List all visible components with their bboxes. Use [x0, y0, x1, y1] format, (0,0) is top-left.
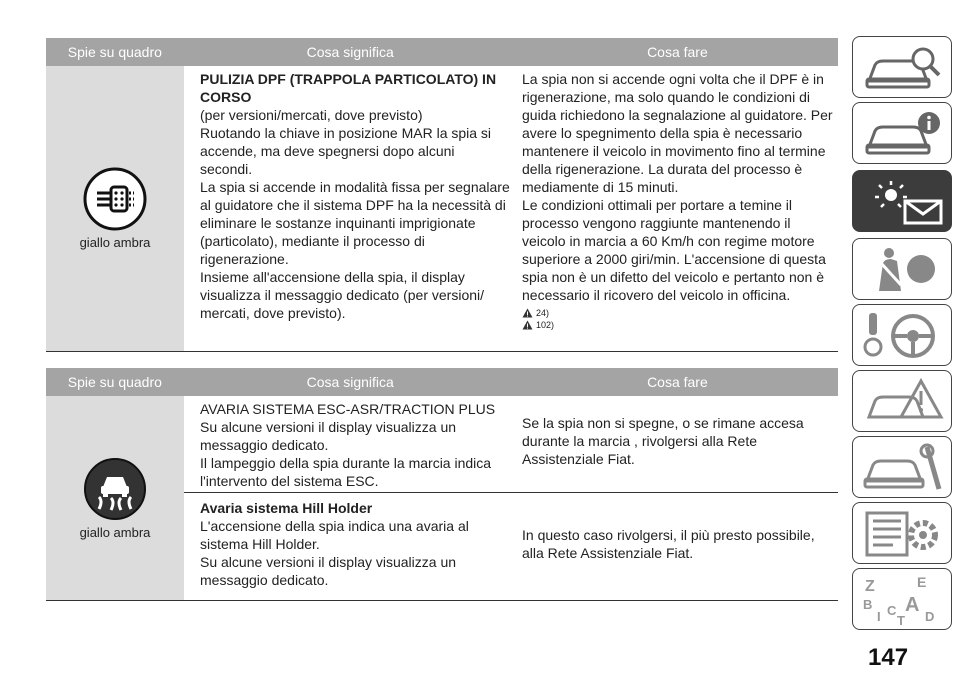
header-meaning: Cosa significa	[306, 44, 394, 60]
row-cells	[184, 66, 838, 351]
lamp-color-label: giallo ambra	[79, 235, 151, 250]
esc-skid-icon	[83, 457, 147, 521]
meaning-line: Ruotando la chiave in posizione MAR la spia si accende, ma deve spegnersi dopo alcuni secondi.	[200, 125, 492, 177]
emergency-road-icon[interactable]	[852, 370, 952, 432]
meaning-title: Avaria sistema Hill Holder	[200, 500, 373, 516]
car-info-icon[interactable]	[852, 102, 952, 164]
meaning-line: L'accensione della spia indica una avaria al sistema Hill Holder.	[200, 518, 469, 552]
table-header	[46, 38, 838, 66]
meaning-cell	[184, 66, 510, 351]
meaning-cell	[184, 493, 510, 600]
action-line: Se la spia non si spegne, o se rimane accesa durante la marcia , rivolgersi alla Rete Assistenziale Fiat.	[522, 415, 804, 467]
alphabet-index-icon[interactable]	[852, 568, 952, 630]
index-letter: E	[917, 575, 927, 590]
reference-item[interactable]	[522, 307, 836, 319]
meaning-line: (per versioni/mercati, dove previsto)	[200, 107, 423, 123]
row-cells	[184, 396, 838, 600]
warning-triangle-icon	[522, 308, 533, 318]
car-search-icon[interactable]	[852, 36, 952, 98]
index-letter: C	[887, 603, 897, 618]
meaning-title: AVARIA SISTEMA ESC-ASR/TRACTION PLUS	[200, 401, 496, 417]
index-letter: Z	[865, 578, 875, 595]
table-header	[46, 368, 838, 396]
references	[522, 307, 836, 331]
action-cell	[510, 493, 836, 600]
seatbelt-airbag-icon[interactable]	[852, 238, 952, 300]
index-letter: T	[897, 613, 905, 625]
header-action: Cosa fare	[647, 44, 708, 60]
action-cell	[510, 66, 836, 351]
reference-label: 24)	[536, 308, 550, 318]
meaning-cell	[184, 396, 510, 492]
meaning-line: Su alcune versioni il display visualizza un messaggio dedicato.	[200, 419, 457, 453]
index-letter: B	[863, 597, 873, 612]
lamp-cell	[46, 396, 184, 600]
header-action: Cosa fare	[647, 374, 708, 390]
action-cell	[510, 396, 836, 492]
header-lamps: Spie su quadro	[67, 44, 162, 60]
warning-triangle-icon	[522, 320, 533, 330]
sub-row	[184, 396, 838, 492]
header-meaning: Cosa significa	[306, 374, 394, 390]
index-letter: I	[877, 609, 881, 624]
warning-light-message-icon[interactable]	[852, 170, 952, 232]
meaning-title: PULIZIA DPF (TRAPPOLA PARTICOLATO) IN CORSO	[200, 71, 497, 105]
reference-item[interactable]	[522, 319, 836, 331]
reference-label: 102)	[536, 320, 555, 330]
action-line: La spia non si accende ogni volta che il DPF è in rigenerazione, ma solo quando le condizioni di guida richiedono la segnalazione al guidatore. Per avere lo spegnimento della spia è necessario mantenere il veicolo in movimento fino al termine della rigenerazione. La durata del processo è mediamente di 15 minuti.	[522, 71, 833, 195]
key-steering-wheel-icon[interactable]	[852, 304, 952, 366]
index-letter: D	[925, 609, 935, 624]
table-row	[46, 396, 838, 601]
meaning-line: Su alcune versioni il display visualizza un messaggio dedicato.	[200, 554, 457, 588]
lamp-cell	[46, 66, 184, 351]
lamp-color-label: giallo ambra	[79, 524, 151, 540]
meaning-line: La spia si accende in modalità fissa per segnalare al guidatore che il sistema DPF ha la necessità di eliminare le sostanze inquinanti imprigionate (particolato), mediante il processo di rigenerazione.	[200, 179, 510, 267]
meaning-line: Il lampeggio della spia durante la marcia indica l'intervento del sistema ESC.	[200, 455, 492, 489]
warning-lights-table-2	[46, 368, 838, 601]
header-lamps: Spie su quadro	[67, 374, 162, 390]
car-maintenance-icon[interactable]	[852, 436, 952, 498]
dpf-warning-icon	[83, 167, 147, 231]
page-number: 147	[868, 644, 909, 671]
sub-row	[184, 66, 838, 351]
warning-lights-table-1	[46, 38, 838, 352]
specifications-gear-icon[interactable]	[852, 502, 952, 564]
sub-row	[184, 492, 838, 600]
action-line: Le condizioni ottimali per portare a temine il processo vengono raggiunte mantenendo il veicolo in marcia a 60 Km/h con regime motore superiore a 2000 giri/min. L'accensione di questa spia non è un difetto del veicolo e pertanto non è necessario il ricovero del veicolo in officina.	[522, 197, 826, 303]
action-line: In questo caso rivolgersi, il più presto possibile, alla Rete Assistenziale Fiat.	[522, 526, 815, 561]
index-letter: A	[905, 594, 920, 616]
meaning-line: Insieme all'accensione della spia, il display visualizza il messaggio dedicato (per versioni/ mercati, dove previsto).	[200, 269, 485, 321]
table-row	[46, 66, 838, 352]
